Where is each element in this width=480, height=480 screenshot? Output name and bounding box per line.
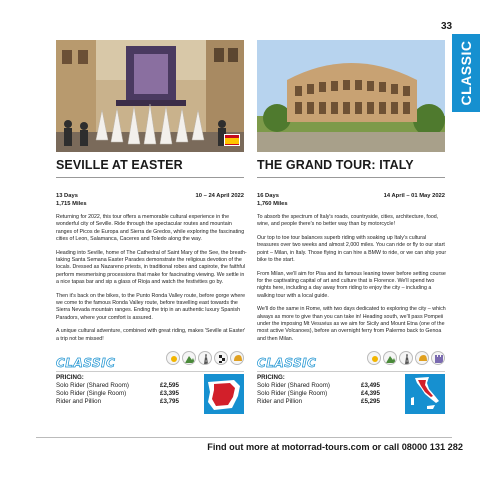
seville-procession-photo <box>56 40 244 152</box>
right-paragraph: We'll do the same in Rome, with two days dedicated to exploring the city – which always as more to give than you can take in! Heading south, we'll pass Pompeii under the imposing Mt Vesuvius as we aim for Sicily and Mount Etna (one of the most active Volcanoes), before an overnight ferry from Palermo back to Genoa and then Milan. <box>257 306 446 342</box>
section-tab-label: CLASSIC <box>458 40 474 106</box>
left-pricing-rule <box>56 371 244 372</box>
right-price-value: £4,395 <box>361 390 380 397</box>
castle-icon <box>431 351 445 365</box>
right-tour-dates: 14 April – 01 May 2022 <box>383 193 445 199</box>
road-icon <box>198 351 212 365</box>
right-tour-miles: 1,760 Miles <box>257 201 288 207</box>
left-pricing-label: PRICING: <box>56 374 84 381</box>
left-paragraph: Heading into Seville, home of The Cathedral of Saint Mary of the See, the breath-taking Santa Semana Easter Parades demonstrate the religious devotion of the locals. Dressed as Nazareno priests, in traditional robes and capirote, the faithful perform mesmerising processions that make for fascinating viewing. We settle in a nice tapas bar and sip a glass of Rioja and watch the festivities go by. <box>56 249 247 285</box>
helmet-icon <box>415 351 429 365</box>
right-price-label: Solo Rider (Shared Room) <box>257 382 330 389</box>
sun-icon <box>166 351 180 365</box>
left-price-value: £2,595 <box>160 382 179 389</box>
section-tab <box>452 34 480 112</box>
right-paragraph: From Milan, we'll aim for Pisa and its famous leaning tower before setting course for the captivating capital of art and culture that is Florence. We'll spend two nights here, including a day away from riding to enjoy the city – including a walking tour with a local guide. <box>257 270 446 299</box>
right-price-value: £3,495 <box>361 382 380 389</box>
right-tour-meta <box>257 192 445 208</box>
chequered-flag-icon <box>214 351 228 365</box>
right-price-row <box>257 398 380 405</box>
right-difficulty-icons <box>367 351 445 365</box>
right-price-value: £5,295 <box>361 398 380 405</box>
footer-rule <box>36 437 452 438</box>
spain-route-map <box>204 374 244 414</box>
right-paragraph: Our top to toe tour balances superb riding with soaking up Italy's cultural treasures over two weeks and almost 2,000 miles. You can ride or fly to our start point – Milan, in Italy. Those flying in can hire a BMW to ride, or we can ship your bike to the start. <box>257 235 447 263</box>
left-price-row <box>56 390 179 397</box>
left-price-value: £3,795 <box>160 398 179 405</box>
page-number: 33 <box>441 21 453 32</box>
right-price-label: Solo Rider (Single Room) <box>257 390 328 397</box>
footer-contact: Find out more at motorrad-tours.com or call 08000 131 282 <box>207 442 463 452</box>
left-classic-logo: CLASSIC <box>56 356 116 370</box>
right-pricing-label: PRICING: <box>257 374 285 381</box>
left-title-rule <box>56 177 244 178</box>
right-classic-logo: CLASSIC <box>257 356 317 370</box>
left-tour-miles: 1,715 Miles <box>56 201 87 207</box>
road-icon <box>399 351 413 365</box>
right-paragraph: To absorb the spectrum of Italy's roads, countryside, cities, architecture, food, wine, and people there's no better way than by motorcycle! <box>257 214 439 228</box>
right-price-label: Rider and Pillion <box>257 398 303 405</box>
left-price-row <box>56 382 179 389</box>
left-paragraph: A unique cultural adventure, combined with great riding, makes 'Seville at Easter' a trip not be missed! <box>56 328 246 342</box>
left-paragraph: Returning for 2022, this tour offers a memorable cultural experience in the wonderful city of Seville. Ride through the spectacular routes and mountain ranges of Picos de Europa and Sierra de Gredos, while exploring the fascinating cities of Leon, Salamanca, Caceres and Toledo along the way. <box>56 214 245 242</box>
left-tour-dates: 10 – 24 April 2022 <box>195 193 244 199</box>
left-tour-days: 13 Days <box>56 193 78 199</box>
mountain-icon <box>182 351 196 365</box>
mountain-icon <box>383 351 397 365</box>
right-price-row <box>257 390 380 397</box>
left-tour-title: SEVILLE AT EASTER <box>56 158 183 172</box>
right-price-row <box>257 382 380 389</box>
left-price-label: Solo Rider (Shared Room) <box>56 382 129 389</box>
right-title-rule <box>257 177 445 178</box>
right-tour-description <box>257 214 449 349</box>
right-pricing-rule <box>257 371 445 372</box>
left-price-row <box>56 398 179 405</box>
left-price-value: £3,395 <box>160 390 179 397</box>
left-price-label: Rider and Pillion <box>56 398 102 405</box>
left-price-label: Solo Rider (Single Room) <box>56 390 127 397</box>
left-paragraph: Then it's back on the bikes, to the Punto Ronda Valley route, before gorge where we come to the famous Ronda Valley route, before travelling east towards the Sierra Nevada mountain ranges. Ending the trip in an authentic luxury Spanish Paradors, where your comfort is assured. <box>56 292 246 321</box>
left-difficulty-icons <box>166 351 244 365</box>
spain-flag-icon <box>224 134 240 146</box>
right-tour-days: 16 Days <box>257 193 279 199</box>
left-tour-meta <box>56 192 244 208</box>
rome-colosseum-photo <box>257 40 445 152</box>
helmet-icon <box>230 351 244 365</box>
sun-icon <box>367 351 381 365</box>
left-tour-description <box>56 214 248 349</box>
italy-route-map <box>405 374 445 414</box>
right-tour-title: THE GRAND TOUR: ITALY <box>257 158 414 172</box>
